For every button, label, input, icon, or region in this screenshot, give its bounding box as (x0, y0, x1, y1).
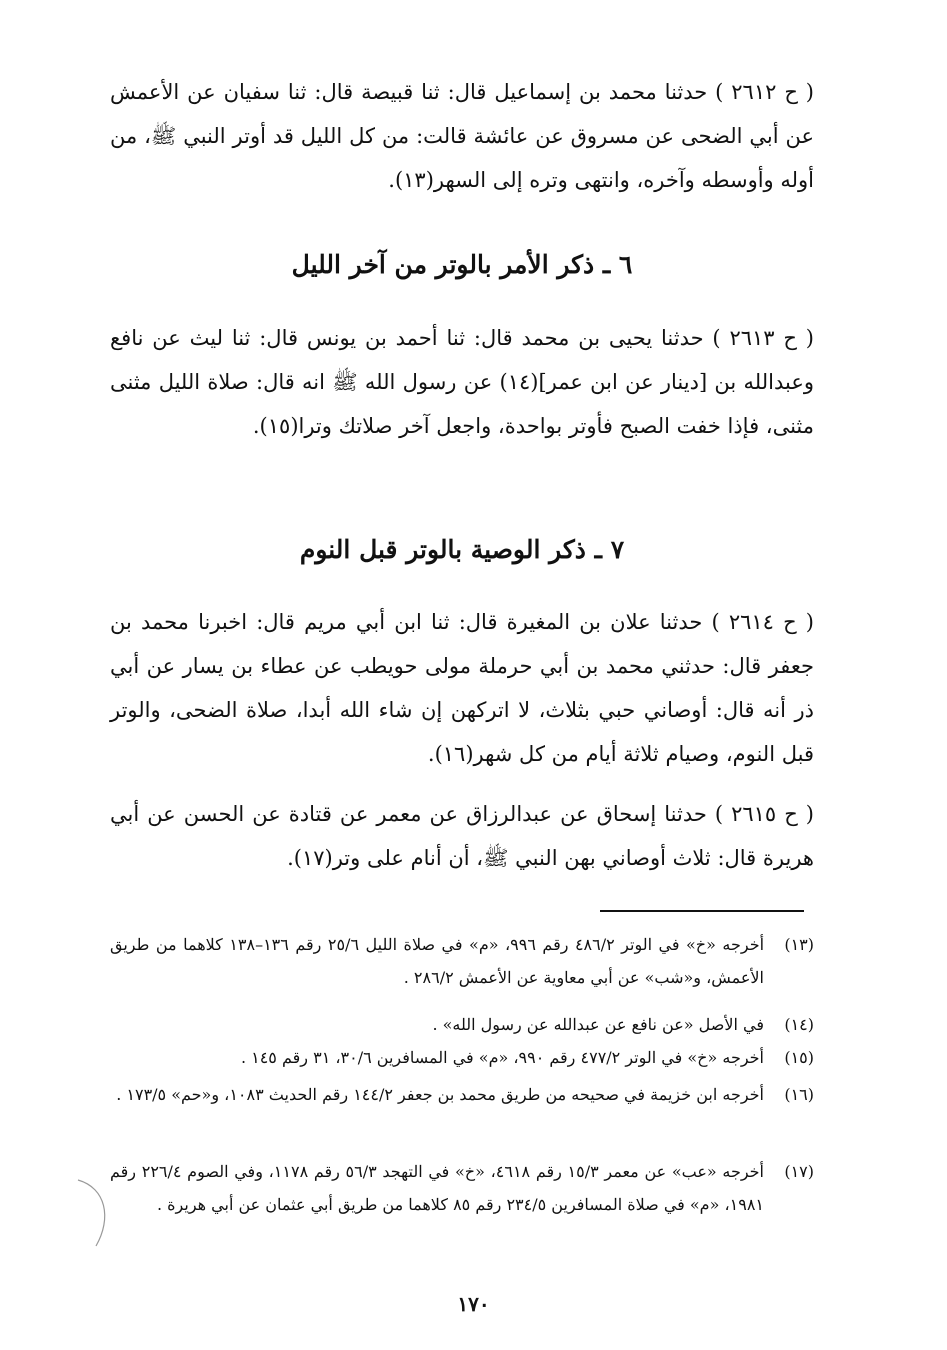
footnote-number: (١٦) (784, 1085, 814, 1104)
footnote-number: (١٣) (784, 935, 814, 954)
page-number: ١٧٠ (457, 1292, 490, 1316)
footnote-text: أخرجه «عب» عن معمر ١٥/٣ رقم ٤٦١٨، «خ» في التهجد ٥٦/٣ رقم ١١٧٨، وفي الصوم ٢٢٦/٤ رقم ١٩٨١، «م» في صلاة المسافرين ٢٣٤/٥ رقم ٨٥ كلاهما من طريق أبي عثمان عن أبي هريرة . (110, 1162, 764, 1214)
footnote-15 (110, 1041, 814, 1074)
footnote-17 (110, 1155, 814, 1221)
footnote-text: في الأصل «عن نافع عن عبدالله عن رسول الله» . (432, 1015, 764, 1034)
footnote-16 (110, 1078, 814, 1111)
section-heading-7: ٧ ـ ذكر الوصية بالوتر قبل النوم (299, 535, 625, 564)
footnote-number: (١٧) (784, 1162, 814, 1181)
footnote-separator (600, 910, 804, 912)
footnote-number: (١٤) (784, 1015, 814, 1034)
section-heading-6: ٦ ـ ذكر الأمر بالوتر من آخر الليل (291, 250, 633, 279)
hadith-2612: ( ح ٢٦١٢ ) حدثنا محمد بن إسماعيل قال: ثنا قبيصة قال: ثنا سفيان عن الأعمش عن أبي الضحى عن مسروق عن عائشة قالت: من كل الليل قد أوتر النبي ﷺ، من أوله وأوسطه وآخره، وانتهى وتره إلى السهر(١٣). (110, 80, 814, 192)
footnote-text: أخرجه «خ» في الوتر ٤٧٧/٢ رقم ٩٩٠، «م» في المسافرين ٣٠/٦، ٣١ رقم ١٤٥ . (240, 1048, 764, 1067)
footnote-13 (110, 928, 814, 994)
footnote-14 (110, 1008, 814, 1041)
footnote-text: أخرجه ابن خزيمة في صحيحه من طريق محمد بن جعفر ١٤٤/٢ رقم الحديث ١٠٨٣، و«حم» ١٧٣/٥ . (116, 1085, 764, 1104)
hadith-2613: ( ح ٢٦١٣ ) حدثنا يحيى بن محمد قال: ثنا أحمد بن يونس قال: ثنا ليث عن نافع وعبدالله بن [دينار عن ابن عمر](١٤) عن رسول الله ﷺ انه قال: صلاة الليل مثنى مثنى، فإذا خفت الصبح فأوتر بواحدة، واجعل آخر صلاتك وترا(١٥). (110, 326, 814, 438)
page-edge-shadow (76, 1178, 116, 1248)
hadith-2615: ( ح ٢٦١٥ ) حدثنا إسحاق عن عبدالرزاق عن معمر عن قتادة عن الحسن عن أبي هريرة قال: ثلاث أوصاني بهن النبي ﷺ، أن أنام على وتر(١٧). (110, 802, 814, 870)
footnote-number: (١٥) (784, 1048, 814, 1067)
footnote-text: أخرجه «خ» في الوتر ٤٨٦/٢ رقم ٩٩٦، «م» في صلاة الليل ٢٥/٦ رقم ١٣٦–١٣٨ كلاهما من طريق الأعمش، و«شب» عن أبي معاوية عن الأعمش ٢٨٦/٢ . (110, 935, 765, 987)
hadith-2614: ( ح ٢٦١٤ ) حدثنا علان بن المغيرة قال: ثنا ابن أبي مريم قال: اخبرنا محمد بن جعفر قال: حدثني محمد بن أبي حرملة مولى حويطب عن عطاء بن يسار عن أبي ذر أنه قال: أوصاني حبي بثلاث، لا اتركهن إن شاء الله أبدا، صلاة الضحى، والوتر قبل النوم، وصيام ثلاثة أيام من كل شهر(١٦). (110, 610, 814, 766)
